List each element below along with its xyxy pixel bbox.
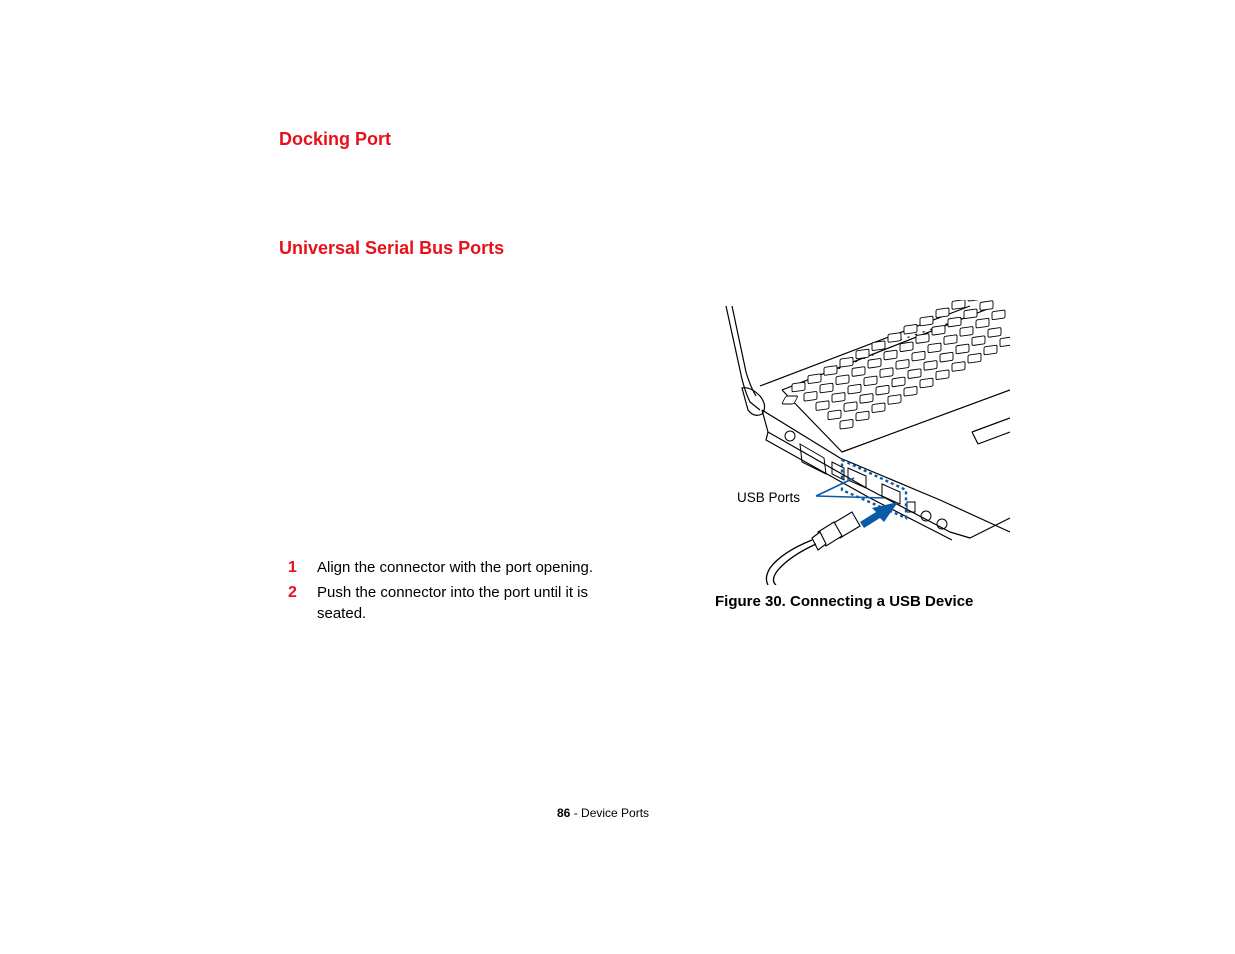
keyboard-key: [844, 402, 857, 412]
keyboard-key: [836, 375, 849, 385]
keyboard-key: [976, 318, 989, 328]
step-number: 1: [288, 559, 297, 576]
keyboard-key: [852, 367, 865, 377]
keyboard-key: [980, 301, 993, 311]
keyboard-key: [952, 300, 965, 309]
keyboard-key: [924, 361, 937, 371]
section-heading-docking-port: Docking Port: [279, 129, 392, 149]
keyboard-key: [968, 300, 981, 301]
keyboard-key: [936, 308, 949, 318]
section-heading-usb-ports: Universal Serial Bus Ports: [279, 238, 505, 258]
keyboard-key: [896, 359, 909, 369]
keyboard-key: [900, 342, 913, 352]
keyboard-key: [868, 358, 881, 368]
step-item: [288, 582, 628, 624]
keyboard-key: [872, 403, 885, 413]
keyboard-key: [816, 401, 829, 411]
keyboard-key: [820, 383, 833, 393]
keyboard-key: [904, 324, 917, 334]
keyboard-key: [888, 333, 901, 343]
laptop-usb-illustration: [720, 300, 1010, 585]
keyboard-key: [956, 344, 969, 354]
keyboard-key: [936, 370, 949, 380]
keyboard-key: [892, 377, 905, 387]
keyboard-key: [920, 316, 933, 326]
keyboard-key: [840, 419, 853, 429]
keyboard-key: [856, 349, 869, 359]
keyboard-key: [872, 341, 885, 351]
keyboard-key: [824, 366, 837, 376]
keyboard-key: [992, 310, 1005, 320]
keyboard-key: [856, 411, 869, 421]
footer-section: - Device Ports: [570, 806, 650, 820]
keyboard-key: [884, 350, 897, 360]
keyboard-key: [864, 376, 877, 386]
figure-caption: Figure 30. Connecting a USB Device: [715, 593, 974, 610]
keyboard-key: [848, 384, 861, 394]
page-number: 86: [557, 806, 571, 820]
usb-ports-callout-label: USB Ports: [737, 490, 801, 505]
keyboard-key: [920, 378, 933, 388]
keyboard-key: [916, 334, 929, 344]
step-item: [288, 557, 628, 578]
keyboard-key: [928, 343, 941, 353]
keyboard-key: [968, 353, 981, 363]
keyboard-key: [988, 328, 1001, 338]
keyboard-key: [888, 395, 901, 405]
keyboard-key: [792, 382, 805, 392]
keyboard-key: [1000, 337, 1010, 347]
keyboard-key: [948, 317, 961, 327]
keyboard-key: [876, 385, 889, 395]
keyboard-key: [828, 410, 841, 420]
step-text: Push the connector into the port until it is seated.: [317, 584, 588, 622]
page-footer: [557, 806, 649, 821]
keyboard-key: [904, 386, 917, 396]
keyboard-key: [840, 357, 853, 367]
keyboard-key: [860, 393, 873, 403]
keyboard-key: [940, 352, 953, 362]
keyboard-key: [984, 345, 997, 355]
keyboard-key: [912, 351, 925, 361]
keyboard-key: [804, 391, 817, 401]
step-text: Align the connector with the port opening.: [317, 559, 594, 576]
keyboard-key: [832, 392, 845, 402]
keyboard-key: [908, 369, 921, 379]
keyboard-key: [808, 374, 821, 384]
step-number: 2: [288, 584, 297, 601]
keyboard-key: [952, 362, 965, 372]
keyboard-key: [964, 309, 977, 319]
keyboard-key: [972, 336, 985, 346]
keyboard-key: [932, 325, 945, 335]
keyboard-key: [960, 326, 973, 336]
keyboard-key: [880, 368, 893, 378]
keyboard-key: [944, 335, 957, 345]
